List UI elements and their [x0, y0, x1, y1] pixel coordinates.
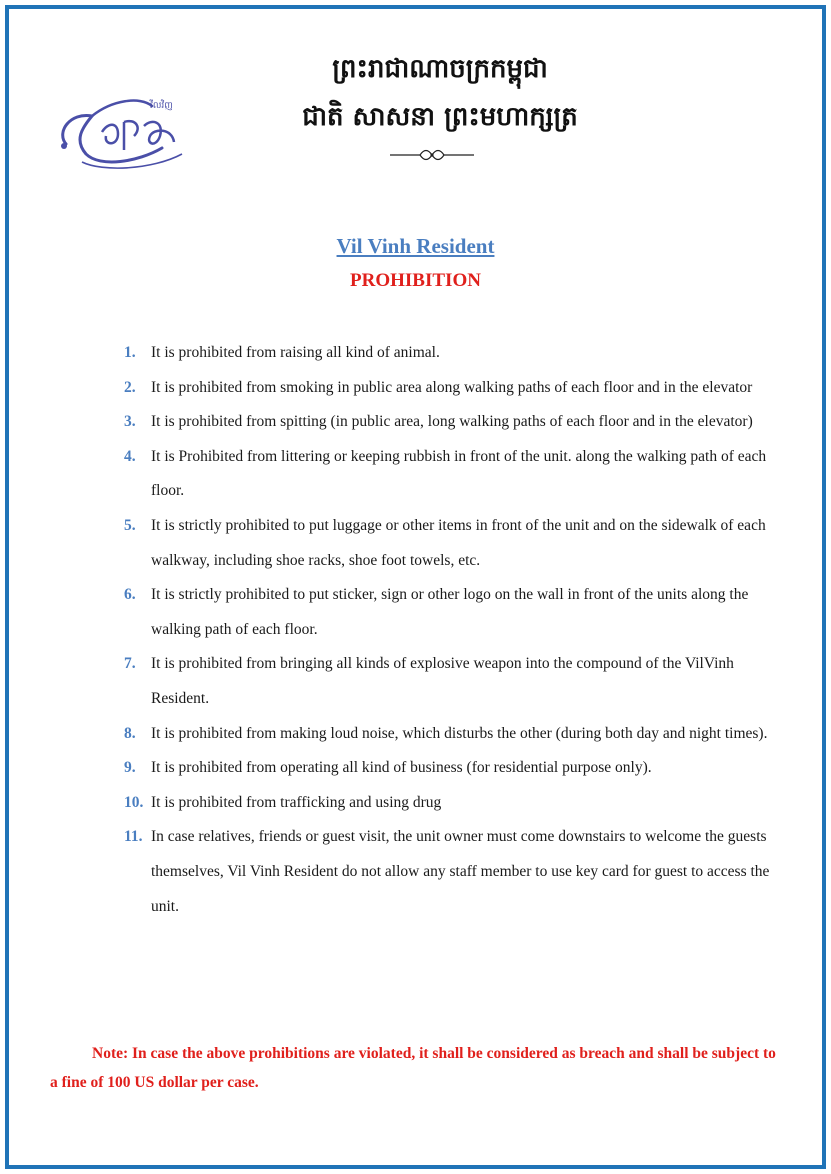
list-item-number: 11.: [124, 828, 143, 846]
list-item-text: It is prohibited from operating all kind of business (for residential purpose only).: [151, 759, 652, 777]
list-item-number: 6.: [124, 586, 136, 604]
prohibition-list: [124, 336, 789, 924]
list-item-number: 4.: [124, 447, 136, 465]
list-item: [124, 647, 789, 716]
list-item-text: It is prohibited from spitting (in public area, long walking paths of each floor and in the elevator): [151, 413, 753, 431]
list-item: [124, 509, 789, 578]
list-item-text: It is prohibited from raising all kind of animal.: [151, 344, 440, 361]
motto-line-2: ជាតិ សាសនា ព្រះមហាក្សត្រ: [302, 102, 578, 132]
motto-line-1: ព្រះរាជាណាចក្រកម្ពុជា: [332, 54, 548, 84]
list-item-text: It is strictly prohibited to put sticker, sign or other logo on the wall in front of the units along the walking path of each floor.: [151, 586, 749, 638]
list-item: [124, 336, 789, 371]
list-item: [124, 820, 789, 924]
list-item-number: 3.: [124, 413, 136, 431]
list-item-text: It is prohibited from bringing all kinds of explosive weapon into the compound of the VilVinh Resident.: [151, 655, 734, 707]
list-item-number: 2.: [124, 378, 136, 396]
list-item-number: 8.: [124, 724, 136, 742]
list-item: [124, 440, 789, 509]
list-item: [124, 751, 789, 786]
list-item: [124, 717, 789, 752]
list-item-number: 5.: [124, 516, 136, 534]
list-item-text: It is prohibited from making loud noise, which disturbs the other (during both day and night times).: [151, 724, 768, 742]
list-item-text: It is strictly prohibited to put luggage or other items in front of the unit and on the sidewalk of each walkway, including shoe racks, shoe foot towels, etc.: [151, 516, 766, 569]
list-item-number: 9.: [124, 759, 136, 777]
document-subtitle: PROHIBITION: [350, 270, 481, 291]
list-item-text: It is prohibited from smoking in public area along walking paths of each floor and in the elevator: [151, 378, 753, 396]
list-item: [124, 405, 789, 440]
list-item-number: 10.: [124, 793, 144, 811]
list-item: [124, 578, 789, 647]
ornament-divider: [390, 148, 474, 162]
vilvinh-logo: [52, 92, 200, 176]
list-item-number: 1.: [124, 344, 136, 361]
penalty-note: Note: In case the above prohibitions are violated, it shall be considered as breach and shall be subject to a fine of 100 US dollar per case.: [50, 1045, 776, 1091]
list-item-number: 7.: [124, 655, 136, 673]
list-item: [124, 786, 789, 821]
list-item-text: It is prohibited from trafficking and using drug: [151, 793, 442, 811]
logo-text: វីលវិញ: [150, 101, 173, 111]
list-item-text: In case relatives, friends or guest visit, the unit owner must come downstairs to welcome the guests themselves, Vil Vinh Resident do not allow any staff member to use key card for guest to access the unit.: [151, 828, 770, 915]
list-item-text: It is Prohibited from littering or keeping rubbish in front of the unit. along the walking path of each floor.: [151, 447, 767, 500]
document-title: Vil Vinh Resident: [336, 234, 495, 258]
list-item: [124, 371, 789, 406]
